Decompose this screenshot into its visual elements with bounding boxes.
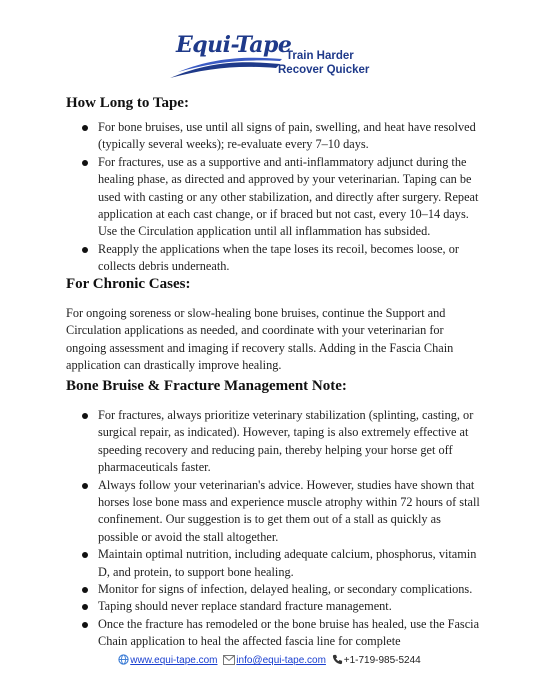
equi-tape-logo bbox=[168, 28, 378, 84]
website-link[interactable]: www.equi-tape.com bbox=[130, 655, 218, 666]
logo-tagline-2: Recover Quicker bbox=[278, 64, 370, 76]
list-item: For fractures, use as a supportive and anti-inflammatory adjunct during the healing phase, as directed and approved by your veterinarian. Taping can be used with casting or any other stabilization, and directly after surgery. Repeat application at each cast change, or if braced but not cast, every 10–14 days. Use the Circulation application until all inflammation has subsided. bbox=[82, 154, 484, 241]
phone-number: +1-719-985-5244 bbox=[343, 655, 421, 666]
list-item: Reapply the applications when the tape loses its recoil, becomes loose, or collects debris underneath. bbox=[82, 241, 484, 276]
phone-icon bbox=[332, 654, 343, 668]
chronic-paragraph: For ongoing soreness or slow-healing bone bruises, continue the Support and Circulation applications as needed, and coordinate with your veterinarian for ongoing assessment and imaging if recovery stalls. Adding in the Fascia Chain application can drastically improve healing. bbox=[66, 306, 454, 373]
logo-tagline-1: Train Harder bbox=[286, 50, 354, 62]
list-item: Monitor for signs of infection, delayed healing, or secondary complications. bbox=[82, 581, 484, 598]
heading-how-long: How Long to Tape: bbox=[66, 95, 189, 111]
logo-brand-name: Equi-Tape bbox=[176, 32, 292, 58]
heading-chronic: For Chronic Cases: bbox=[66, 276, 191, 292]
list-item: Taping should never replace standard fracture management. bbox=[82, 598, 484, 615]
mail-icon bbox=[223, 655, 235, 668]
heading-management-note: Bone Bruise & Fracture Management Note: bbox=[66, 378, 347, 394]
list-item: For bone bruises, use until all signs of pain, swelling, and heat have resolved (typically several weeks); re-evaluate every 7–10 days. bbox=[82, 119, 484, 154]
list-item: Always follow your veterinarian's advice. However, studies have shown that horses lose bone mass and experience muscle atrophy within 72 hours of stall confinement. Our suggestion is to get them out of a stall as quickly as possible or avoid the stall altogether. bbox=[82, 477, 484, 547]
footer-contact bbox=[0, 654, 539, 668]
globe-icon bbox=[118, 654, 129, 668]
list-item: For fractures, always prioritize veterinary stabilization (splinting, casting, or surgical repair, as indicated). However, taping is also extremely effective at speeding recovery and reducing pain, thereby helping your horse get off pharmaceuticals faster. bbox=[82, 407, 484, 477]
list-item: Once the fracture has remodeled or the bone bruise has healed, use the Fascia Chain application to heal the affected fascia line for complete bbox=[82, 616, 484, 651]
management-note-list bbox=[82, 407, 484, 651]
list-item: Maintain optimal nutrition, including adequate calcium, phosphorus, vitamin D, and protein, to support bone healing. bbox=[82, 546, 484, 581]
email-link[interactable]: info@equi-tape.com bbox=[236, 655, 326, 666]
how-long-list bbox=[82, 119, 484, 276]
